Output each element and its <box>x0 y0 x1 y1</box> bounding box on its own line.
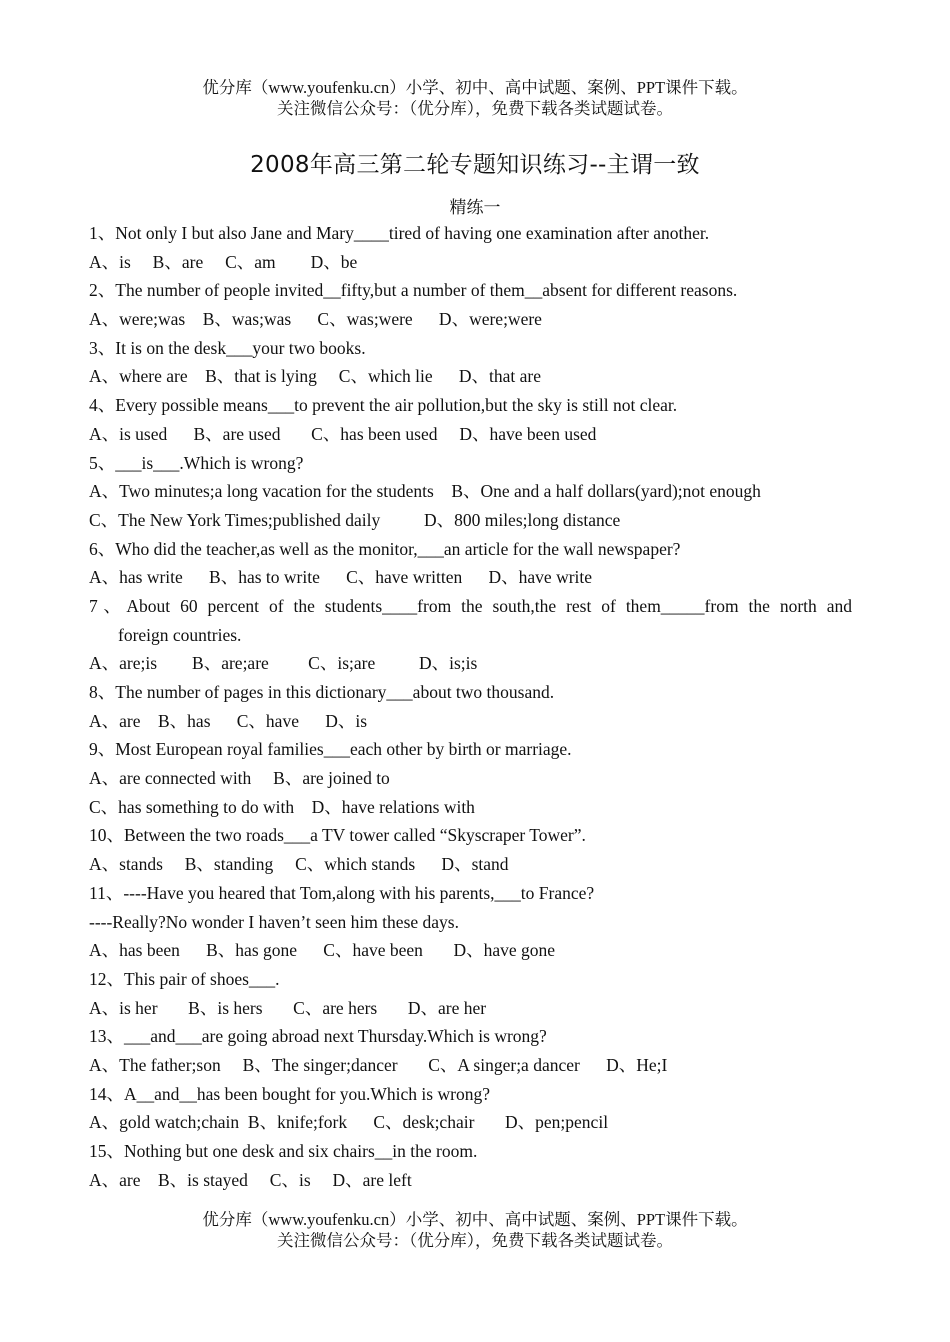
options-line: A、are;is B、are;are C、is;are D、is;is <box>89 653 478 674</box>
question-line-continued: foreign countries. <box>118 624 242 645</box>
options-line: A、stands B、standing C、which stands D、stand <box>89 854 509 875</box>
footer-line-1: 优分库（www.youfenku.cn）小学、初中、高中试题、案例、PPT课件下载。 <box>202 1210 748 1229</box>
question-line: 3、It is on the desk___your two books. <box>89 337 366 358</box>
question-line-continued: ----Really?No wonder I haven’t seen him these days. <box>89 911 459 932</box>
question-line: 13、___and___are going abroad next Thursday.Which is wrong? <box>89 1026 547 1047</box>
question-line: 11、----Have you heared that Tom,along with his parents,___to France? <box>89 882 595 903</box>
question-line: 10、Between the two roads___a TV tower called “Skyscraper Tower”. <box>89 825 586 846</box>
options-line: A、gold watch;chain B、knife;fork C、desk;chair D、pen;pencil <box>89 1112 609 1133</box>
footer-line-2: 关注微信公众号：（优分库），免费下载各类试题试卷。 <box>277 1231 673 1250</box>
header-line-1: 优分库（www.youfenku.cn）小学、初中、高中试题、案例、PPT课件下载。 <box>202 78 748 97</box>
question-line: 5、___is___.Which is wrong? <box>89 452 304 473</box>
options-line: A、are B、is stayed C、is D、are left <box>89 1169 412 1190</box>
options-line: A、are connected with B、are joined to <box>89 768 390 789</box>
question-line: 15、Nothing but one desk and six chairs__in the room. <box>89 1141 478 1161</box>
question-line: 14、A__and__has been bought for you.Which is wrong? <box>89 1083 490 1104</box>
options-line: A、is B、are C、am D、be <box>89 251 358 272</box>
exercise-body <box>89 219 852 1194</box>
options-line: A、where are B、that is lying C、which lie D、that are <box>89 366 541 387</box>
options-line: C、The New York Times;published daily D、800 miles;long distance <box>89 509 621 530</box>
question-line: 2、The number of people invited__fifty,but a number of them__absent for different reasons. <box>89 280 738 301</box>
question-line: 1、Not only I but also Jane and Mary____tired of having one examination after another. <box>89 223 710 243</box>
page-header <box>0 77 950 119</box>
options-line: A、are B、has C、have D、is <box>89 710 368 731</box>
question-line: 6、Who did the teacher,as well as the monitor,___an article for the wall newspaper? <box>89 538 681 559</box>
question-line: 12、This pair of shoes___. <box>89 968 280 989</box>
options-line: A、has been B、has gone C、have been D、have gone <box>89 940 556 961</box>
question-line: 9、Most European royal families___each other by birth or marriage. <box>89 739 572 760</box>
section-subtitle: 精练一 <box>449 198 501 217</box>
question-line: 8、The number of pages in this dictionary___about two thousand. <box>89 682 555 702</box>
options-line: A、has write B、has to write C、have written D、have write <box>89 567 593 588</box>
options-line: A、is used B、are used C、has been used D、have been used <box>89 423 597 444</box>
options-line: A、The father;son B、The singer;dancer C、A singer;a dancer D、He;I <box>89 1054 668 1075</box>
question-line: 7、About 60 percent of the students____from the south,the rest of them_____from the north and <box>89 595 852 616</box>
options-line: C、has something to do with D、have relations with <box>89 796 475 817</box>
options-line: A、were;was B、was;was C、was;were D、were;were <box>89 309 542 330</box>
document-title: 2008年高三第二轮专题知识练习--主谓一致 <box>250 152 700 178</box>
header-line-2: 关注微信公众号：（优分库），免费下载各类试题试卷。 <box>277 99 673 118</box>
options-line: A、Two minutes;a long vacation for the students B、One and a half dollars(yard);not enough <box>89 481 761 502</box>
options-line: A、is her B、is hers C、are hers D、are her <box>89 997 487 1018</box>
question-line: 4、Every possible means___to prevent the air pollution,but the sky is still not clear. <box>89 395 678 416</box>
page-footer <box>0 1209 950 1251</box>
